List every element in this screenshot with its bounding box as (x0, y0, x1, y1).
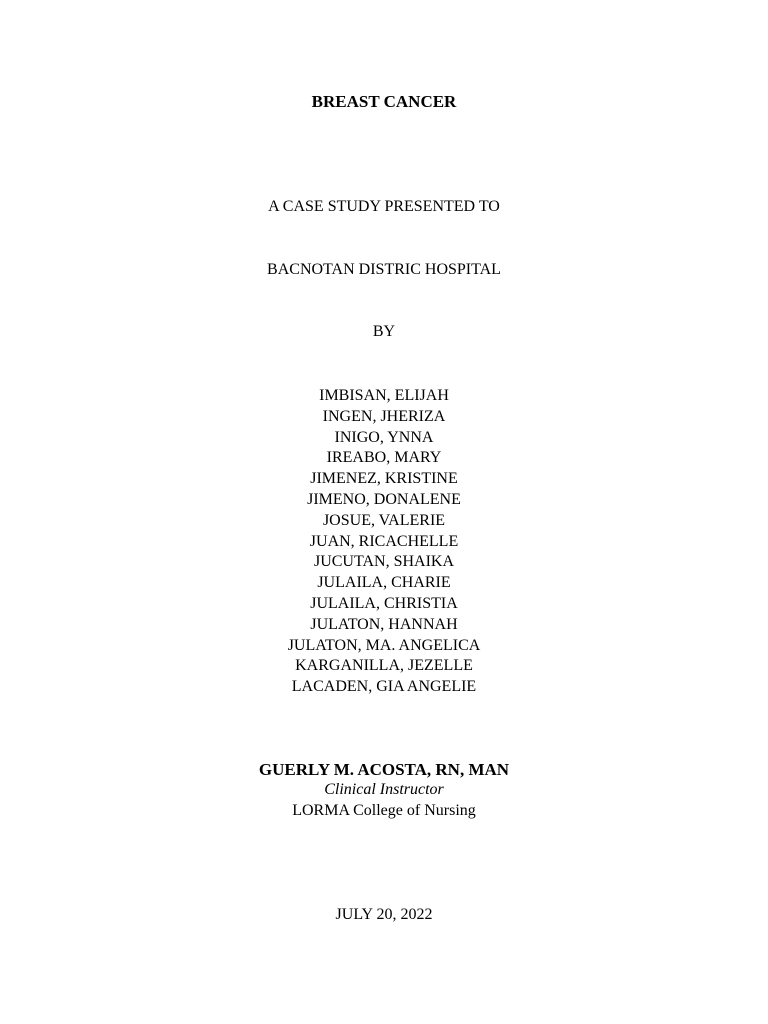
author-name: JIMENO, DONALENE (307, 490, 461, 508)
author-name: JULATON, HANNAH (310, 615, 458, 633)
by-label: BY (372, 323, 396, 340)
author-name: KARGANILLA, JEZELLE (295, 657, 473, 675)
instructor-role: Clinical Instructor (324, 781, 444, 798)
author-name: JUCUTAN, SHAIKA (313, 553, 455, 571)
author-name: JIMENEZ, KRISTINE (310, 470, 458, 488)
author-name: JOSUE, VALERIE (322, 511, 446, 529)
author-name: JULAILA, CHARIE (317, 574, 451, 592)
document-date: JULY 20, 2022 (335, 906, 433, 923)
presented-to-line: A CASE STUDY PRESENTED TO (268, 198, 500, 215)
author-name: INIGO, YNNA (334, 428, 434, 446)
author-name: JULATON, MA. ANGELICA (287, 636, 481, 654)
institution-name: BACNOTAN DISTRIC HOSPITAL (267, 261, 501, 278)
author-name: JUAN, RICACHELLE (309, 532, 459, 550)
author-name: LACADEN, GIA ANGELIE (291, 678, 477, 696)
author-list (0, 386, 768, 698)
instructor-organization: LORMA College of Nursing (292, 802, 476, 819)
author-name: IREABO, MARY (326, 449, 442, 467)
author-name: JULAILA, CHRISTIA (310, 594, 458, 612)
author-name: IMBISAN, ELIJAH (319, 387, 449, 404)
author-name: INGEN, JHERIZA (322, 407, 446, 425)
instructor-name: GUERLY M. ACOSTA, RN, MAN (258, 760, 510, 779)
document-title: BREAST CANCER (311, 92, 457, 111)
